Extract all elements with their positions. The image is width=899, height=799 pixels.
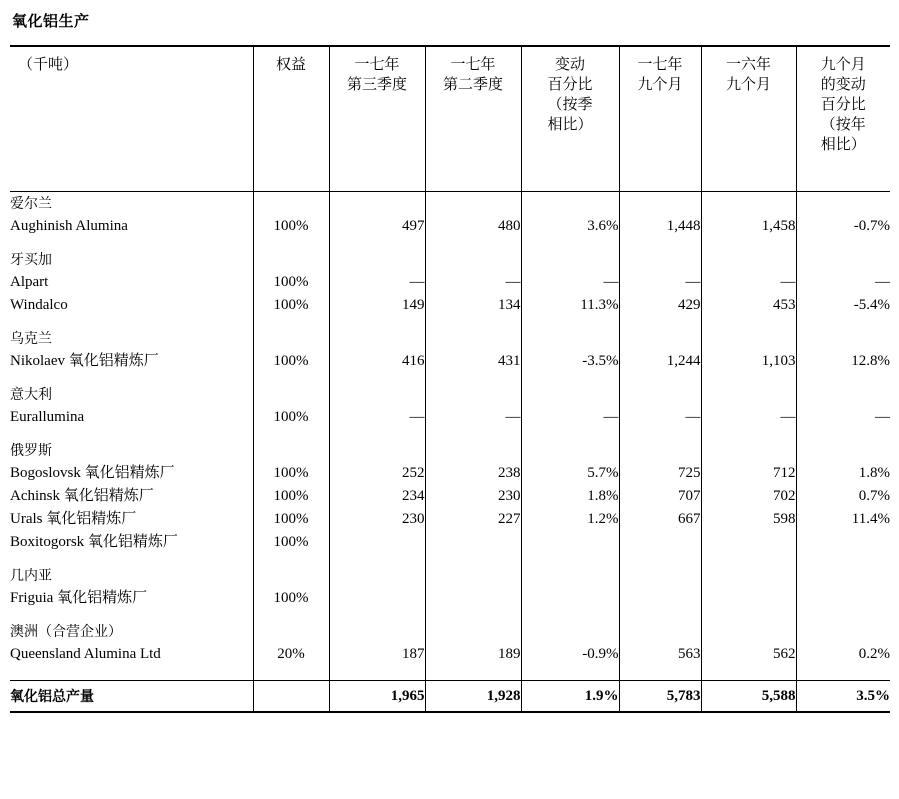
cell-qchange: — xyxy=(521,406,619,429)
cell-q3: 234 xyxy=(329,485,425,508)
column-header-q3-2017-line1: 一七年 xyxy=(354,57,400,73)
column-header-year-change-line4: （按年 xyxy=(820,117,866,133)
region-label: 意大利 xyxy=(10,386,52,402)
spacer-cell xyxy=(425,610,521,620)
spacer-cell xyxy=(701,666,796,681)
cell-ychange xyxy=(796,192,890,216)
cell-ychange: — xyxy=(796,406,890,429)
cell-9m17 xyxy=(619,439,701,462)
cell-qchange xyxy=(521,531,619,554)
cell-9m16: 712 xyxy=(701,462,796,485)
spacer-cell xyxy=(10,317,253,327)
cell-equity: 100% xyxy=(253,485,329,508)
cell-ychange: 12.8% xyxy=(796,350,890,373)
column-header-9m-2016-line2: 九个月 xyxy=(725,77,771,93)
cell-qchange: 3.6% xyxy=(521,215,619,238)
cell-9m16 xyxy=(701,383,796,406)
region-label: 几内亚 xyxy=(10,567,52,583)
column-header-quarter-change-line2: 百分比 xyxy=(547,77,593,93)
spacer-cell xyxy=(10,373,253,383)
spacer-cell xyxy=(619,238,701,248)
spacer-cell xyxy=(10,238,253,248)
row-label: Aughinish Alumina xyxy=(10,218,128,234)
cell-qchange xyxy=(521,439,619,462)
region-row xyxy=(10,327,890,350)
cell-equity xyxy=(253,192,329,216)
cell-ychange: — xyxy=(796,271,890,294)
column-header-q3-2017-line2: 第三季度 xyxy=(346,77,407,93)
cell-q2: — xyxy=(425,271,521,294)
spacer-cell xyxy=(619,610,701,620)
cell-9m16 xyxy=(701,248,796,271)
cell-9m16: 1,103 xyxy=(701,350,796,373)
cell-q3 xyxy=(329,192,425,216)
spacer-cell xyxy=(521,373,619,383)
spacer-cell xyxy=(701,373,796,383)
cell-q2: 189 xyxy=(425,643,521,666)
cell-9m16 xyxy=(701,587,796,610)
total-9m17: 5,783 xyxy=(619,681,701,713)
cell-9m17: 563 xyxy=(619,643,701,666)
cell-equity xyxy=(253,620,329,643)
cell-q3: — xyxy=(329,406,425,429)
spacer-cell xyxy=(253,429,329,439)
cell-ychange xyxy=(796,564,890,587)
cell-9m17 xyxy=(619,192,701,216)
spacer-cell xyxy=(329,554,425,564)
table-row xyxy=(10,406,890,429)
spacer-cell xyxy=(253,238,329,248)
total-q3: 1,965 xyxy=(329,681,425,713)
spacer-cell xyxy=(425,666,521,681)
column-header-9m-2017-line2: 九个月 xyxy=(637,77,683,93)
row-label: Urals 氧化铝精炼厂 xyxy=(10,511,137,527)
cell-q2: 227 xyxy=(425,508,521,531)
region-label: 俄罗斯 xyxy=(10,442,52,458)
cell-q3: — xyxy=(329,271,425,294)
column-header-9m-2016 xyxy=(701,46,796,192)
cell-ychange: 11.4% xyxy=(796,508,890,531)
cell-ychange: 0.2% xyxy=(796,643,890,666)
cell-q2 xyxy=(425,327,521,350)
cell-q2: — xyxy=(425,406,521,429)
cell-9m17 xyxy=(619,327,701,350)
cell-ychange xyxy=(796,248,890,271)
cell-equity: 100% xyxy=(253,531,329,554)
cell-9m16 xyxy=(701,531,796,554)
spacer-cell xyxy=(701,554,796,564)
cell-9m17 xyxy=(619,248,701,271)
table-row xyxy=(10,531,890,554)
cell-qchange: 5.7% xyxy=(521,462,619,485)
cell-equity xyxy=(253,439,329,462)
spacer-cell xyxy=(701,317,796,327)
cell-q3: 230 xyxy=(329,508,425,531)
spacer-cell xyxy=(701,610,796,620)
cell-q3: 416 xyxy=(329,350,425,373)
spacer-cell xyxy=(521,429,619,439)
column-header-q2-2017 xyxy=(425,46,521,192)
spacer-cell xyxy=(521,554,619,564)
page-title: 氧化铝生产 xyxy=(12,13,90,30)
spacer-cell xyxy=(425,317,521,327)
column-header-year-change-line2: 的变动 xyxy=(820,77,866,93)
region-row xyxy=(10,620,890,643)
row-spacer xyxy=(10,373,890,383)
spacer-cell xyxy=(253,666,329,681)
spacer-cell xyxy=(253,373,329,383)
cell-ychange xyxy=(796,439,890,462)
cell-q3 xyxy=(329,531,425,554)
cell-ychange xyxy=(796,531,890,554)
cell-qchange: -0.9% xyxy=(521,643,619,666)
column-header-quarter-change-line3: （按季 xyxy=(547,97,593,113)
cell-equity: 100% xyxy=(253,271,329,294)
column-header-year-change-line3: 百分比 xyxy=(820,97,866,113)
cell-equity: 20% xyxy=(253,643,329,666)
cell-9m16: 702 xyxy=(701,485,796,508)
cell-equity xyxy=(253,564,329,587)
cell-9m17: — xyxy=(619,406,701,429)
region-label: 乌克兰 xyxy=(10,330,52,346)
spacer-cell xyxy=(619,554,701,564)
spacer-cell xyxy=(425,554,521,564)
cell-q2 xyxy=(425,620,521,643)
cell-9m16 xyxy=(701,620,796,643)
cell-9m17 xyxy=(619,564,701,587)
region-label: 澳洲（合营企业） xyxy=(10,623,122,639)
column-header-q2-2017-line2: 第二季度 xyxy=(442,77,503,93)
spacer-cell xyxy=(521,238,619,248)
table-row xyxy=(10,643,890,666)
column-header-q3-2017 xyxy=(329,46,425,192)
row-label: Bogoslovsk 氧化铝精炼厂 xyxy=(10,465,175,481)
cell-ychange: 1.8% xyxy=(796,462,890,485)
row-spacer xyxy=(10,554,890,564)
cell-9m17 xyxy=(619,383,701,406)
spacer-cell xyxy=(10,429,253,439)
cell-q2 xyxy=(425,192,521,216)
cell-9m17 xyxy=(619,531,701,554)
total-9m16: 5,588 xyxy=(701,681,796,713)
region-label: 爱尔兰 xyxy=(10,195,52,211)
cell-q2 xyxy=(425,439,521,462)
cell-9m16 xyxy=(701,192,796,216)
cell-9m16: — xyxy=(701,406,796,429)
cell-equity: 100% xyxy=(253,587,329,610)
cell-9m17: 667 xyxy=(619,508,701,531)
cell-9m16: 562 xyxy=(701,643,796,666)
spacer-cell xyxy=(796,317,890,327)
cell-equity: 100% xyxy=(253,406,329,429)
cell-equity: 100% xyxy=(253,215,329,238)
region-row xyxy=(10,439,890,462)
spacer-cell xyxy=(329,610,425,620)
spacer-cell xyxy=(701,429,796,439)
cell-qchange: 11.3% xyxy=(521,294,619,317)
row-label: Nikolaev 氧化铝精炼厂 xyxy=(10,353,159,369)
cell-q2 xyxy=(425,248,521,271)
column-header-year-change xyxy=(796,46,890,192)
cell-qchange: 1.2% xyxy=(521,508,619,531)
column-header-quarter-change-line4: 相比） xyxy=(547,117,593,133)
cell-q3 xyxy=(329,587,425,610)
cell-ychange: -0.7% xyxy=(796,215,890,238)
column-header-equity xyxy=(253,46,329,192)
cell-9m17: 1,448 xyxy=(619,215,701,238)
table-row xyxy=(10,294,890,317)
cell-equity xyxy=(253,383,329,406)
spacer-cell xyxy=(425,238,521,248)
table-body xyxy=(10,192,890,713)
table-row xyxy=(10,215,890,238)
cell-qchange xyxy=(521,248,619,271)
cell-9m16 xyxy=(701,327,796,350)
cell-equity: 100% xyxy=(253,350,329,373)
table-row xyxy=(10,508,890,531)
cell-qchange xyxy=(521,192,619,216)
spacer-cell xyxy=(425,429,521,439)
row-spacer xyxy=(10,610,890,620)
cell-ychange: 0.7% xyxy=(796,485,890,508)
table-header xyxy=(10,46,890,192)
column-header-9m-2017-line1: 一七年 xyxy=(637,57,683,73)
table-row xyxy=(10,462,890,485)
total-row xyxy=(10,681,890,713)
column-header-year-change-line1: 九个月 xyxy=(820,57,866,73)
total-equity xyxy=(253,681,329,713)
spacer-cell xyxy=(329,238,425,248)
cell-q2 xyxy=(425,587,521,610)
cell-ychange: -5.4% xyxy=(796,294,890,317)
column-header-9m-2017 xyxy=(619,46,701,192)
spacer-cell xyxy=(619,429,701,439)
region-row xyxy=(10,248,890,271)
row-label: Alpart xyxy=(10,274,49,290)
column-header-equity-label: 权益 xyxy=(275,57,306,73)
spacer-cell xyxy=(329,373,425,383)
region-row xyxy=(10,564,890,587)
cell-9m17: — xyxy=(619,271,701,294)
cell-qchange: -3.5% xyxy=(521,350,619,373)
spacer-cell xyxy=(425,373,521,383)
row-label: Friguia 氧化铝精炼厂 xyxy=(10,590,148,606)
spacer-cell xyxy=(796,554,890,564)
column-header-quarter-change-line1: 变动 xyxy=(554,57,585,73)
cell-9m16: — xyxy=(701,271,796,294)
row-spacer xyxy=(10,238,890,248)
spacer-cell xyxy=(253,610,329,620)
cell-qchange xyxy=(521,620,619,643)
cell-q2: 480 xyxy=(425,215,521,238)
row-label: Achinsk 氧化铝精炼厂 xyxy=(10,488,154,504)
total-ychange: 3.5% xyxy=(796,681,890,713)
spacer-cell xyxy=(329,429,425,439)
cell-qchange xyxy=(521,327,619,350)
spacer-cell xyxy=(329,666,425,681)
cell-9m16 xyxy=(701,564,796,587)
cell-q2 xyxy=(425,383,521,406)
cell-9m17 xyxy=(619,587,701,610)
cell-ychange xyxy=(796,620,890,643)
total-q2: 1,928 xyxy=(425,681,521,713)
row-label: Windalco xyxy=(10,297,68,313)
cell-q2: 431 xyxy=(425,350,521,373)
cell-equity xyxy=(253,248,329,271)
cell-q3 xyxy=(329,248,425,271)
region-row xyxy=(10,192,890,216)
cell-q3 xyxy=(329,564,425,587)
row-spacer xyxy=(10,666,890,681)
spacer-cell xyxy=(253,554,329,564)
row-spacer xyxy=(10,317,890,327)
row-label: Eurallumina xyxy=(10,409,85,425)
region-label: 牙买加 xyxy=(10,251,52,267)
cell-equity xyxy=(253,327,329,350)
cell-q3 xyxy=(329,327,425,350)
cell-qchange xyxy=(521,587,619,610)
spacer-cell xyxy=(329,317,425,327)
cell-ychange xyxy=(796,383,890,406)
table-row xyxy=(10,485,890,508)
cell-equity: 100% xyxy=(253,508,329,531)
cell-q2: 238 xyxy=(425,462,521,485)
spacer-cell xyxy=(253,317,329,327)
spacer-cell xyxy=(796,666,890,681)
spacer-cell xyxy=(521,666,619,681)
spacer-cell xyxy=(619,373,701,383)
cell-q3 xyxy=(329,620,425,643)
cell-q2 xyxy=(425,531,521,554)
cell-equity: 100% xyxy=(253,294,329,317)
cell-9m16: 453 xyxy=(701,294,796,317)
total-qchange: 1.9% xyxy=(521,681,619,713)
row-label: Queensland Alumina Ltd xyxy=(10,646,161,662)
cell-q2 xyxy=(425,564,521,587)
spacer-cell xyxy=(10,666,253,681)
cell-qchange: — xyxy=(521,271,619,294)
cell-q2: 134 xyxy=(425,294,521,317)
cell-9m17: 429 xyxy=(619,294,701,317)
spacer-cell xyxy=(619,666,701,681)
cell-equity: 100% xyxy=(253,462,329,485)
spacer-cell xyxy=(619,317,701,327)
cell-q3: 252 xyxy=(329,462,425,485)
spacer-cell xyxy=(796,238,890,248)
cell-ychange xyxy=(796,327,890,350)
cell-9m16: 1,458 xyxy=(701,215,796,238)
row-label: Boxitogorsk 氧化铝精炼厂 xyxy=(10,534,178,550)
cell-qchange xyxy=(521,383,619,406)
cell-9m16: 598 xyxy=(701,508,796,531)
region-row xyxy=(10,383,890,406)
cell-q3 xyxy=(329,439,425,462)
cell-ychange xyxy=(796,587,890,610)
cell-9m17 xyxy=(619,620,701,643)
cell-qchange xyxy=(521,564,619,587)
spacer-cell xyxy=(701,238,796,248)
table-row xyxy=(10,587,890,610)
spacer-cell xyxy=(796,373,890,383)
table-row xyxy=(10,271,890,294)
spacer-cell xyxy=(796,429,890,439)
cell-9m17: 707 xyxy=(619,485,701,508)
column-header-year-change-line5: 相比） xyxy=(820,137,866,153)
column-header-quarter-change xyxy=(521,46,619,192)
cell-9m16 xyxy=(701,439,796,462)
row-spacer xyxy=(10,429,890,439)
cell-q3: 149 xyxy=(329,294,425,317)
table-row xyxy=(10,350,890,373)
spacer-cell xyxy=(521,317,619,327)
spacer-cell xyxy=(521,610,619,620)
alumina-production-table xyxy=(10,45,890,713)
spacer-cell xyxy=(10,554,253,564)
cell-9m17: 1,244 xyxy=(619,350,701,373)
total-label: 氧化铝总产量 xyxy=(10,681,253,713)
column-header-9m-2016-line1: 一六年 xyxy=(725,57,771,73)
cell-q3: 497 xyxy=(329,215,425,238)
unit-label: （千吨） xyxy=(10,46,253,192)
cell-9m17: 725 xyxy=(619,462,701,485)
cell-q2: 230 xyxy=(425,485,521,508)
spacer-cell xyxy=(796,610,890,620)
cell-q3 xyxy=(329,383,425,406)
column-header-q2-2017-line1: 一七年 xyxy=(450,57,496,73)
cell-q3: 187 xyxy=(329,643,425,666)
cell-qchange: 1.8% xyxy=(521,485,619,508)
spacer-cell xyxy=(10,610,253,620)
